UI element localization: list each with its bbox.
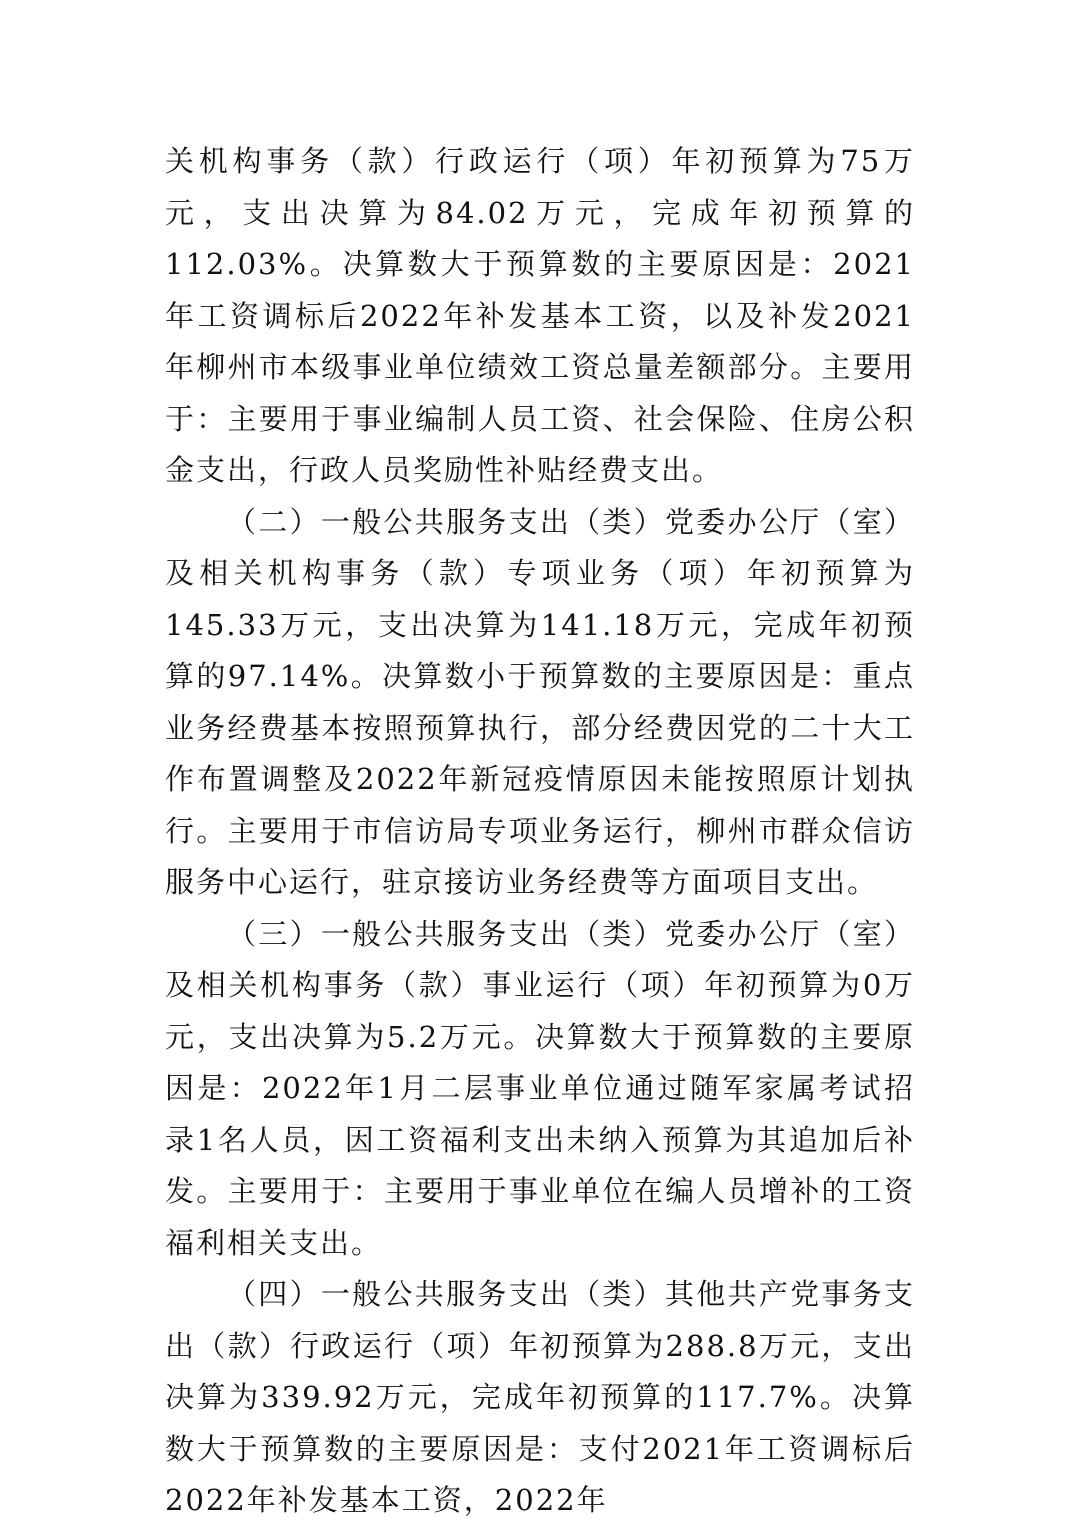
paragraph-continuation: 关机构事务（款）行政运行（项）年初预算为75万元，支出决算为84.02万元，完成年初预算的112.03%。决算数大于预算数的主要原因是：2021年工资调标后2022年补发基本工资，以及补发2021年柳州市本级事业单位绩效工资总量差额部分。主要用于：主要用于事业编制人员工资、社会保险、住房公积金支出，行政人员奖励性补贴经费支出。 <box>165 144 915 487</box>
paragraph-section-4: （四）一般公共服务支出（类）其他共产党事务支出（款）行政运行（项）年初预算为288.8万元，支出决算为339.92万元，完成年初预算的117.7%。决算数大于预算数的主要原因是：支付2021年工资调标后2022年补发基本工资，2022年 <box>165 1277 915 1517</box>
paragraph-section-2: （二）一般公共服务支出（类）党委办公厅（室）及相关机构事务（款）专项业务（项）年初预算为145.33万元，支出决算为141.18万元，完成年初预算的97.14%。决算数小于预算数的主要原因是：重点业务经费基本按照预算执行，部分经费因党的二十大工作布置调整及2022年新冠疫情原因未能按照原计划执行。主要用于市信访局专项业务运行，柳州市群众信访服务中心运行，驻京接访业务经费等方面项目支出。 <box>165 504 915 899</box>
paragraph-section-3: （三）一般公共服务支出（类）党委办公厅（室）及相关机构事务（款）事业运行（项）年初预算为0万元，支出决算为5.2万元。决算数大于预算数的主要原因是：2022年1月二层事业单位通过随军家属考试招录1名人员，因工资福利支出未纳入预算为其追加后补发。主要用于：主要用于事业单位在编人员增补的工资福利相关支出。 <box>165 916 915 1260</box>
document-body <box>165 136 915 1527</box>
